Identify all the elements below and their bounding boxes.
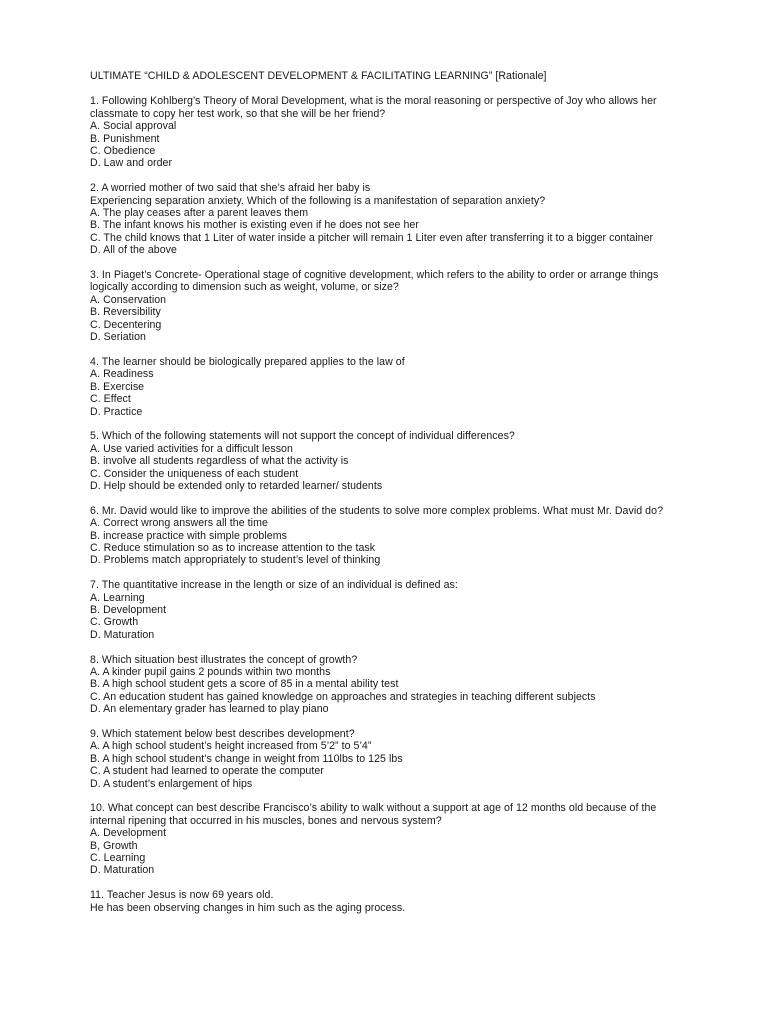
question-text: 4. The learner should be biologically prepared applies to the law of — [90, 355, 405, 368]
answer-option: B. A high school student’s change in weight from 110lbs to 125 lbs — [90, 752, 403, 765]
answer-option: D. A student’s enlargement of hips — [90, 777, 253, 790]
question-text: 1. Following Kohlberg’s Theory of Moral Development, what is the moral reasoning or perspective of Joy who allows her classmate to copy her test work, so that she will be her friend? — [90, 95, 657, 120]
answer-option: A. Correct wrong answers all the time — [90, 517, 268, 530]
answer-option: C. Growth — [90, 616, 139, 629]
answer-option: A. Use varied activities for a difficult lesson — [90, 442, 293, 455]
question-item — [90, 182, 678, 256]
answer-option: D. Maturation — [90, 864, 155, 877]
question-text: 6. Mr. David would like to improve the abilities of the students to solve more complex problems. What must Mr. David do? — [90, 504, 664, 517]
answer-option: C. Effect — [90, 393, 131, 406]
question-item — [90, 802, 678, 876]
question-item — [90, 95, 678, 169]
answer-option: B. A high school student gets a score of 85 in a mental ability test — [90, 678, 399, 691]
answer-option: B. The infant knows his mother is existing even if he does not see her — [90, 219, 419, 232]
question-text: 10. What concept can best describe Francisco’s ability to walk without a support at age of 12 months old because of the internal ripening that occurred in his muscles, bones and nervous system? — [90, 802, 657, 827]
answer-option: A. Development — [90, 827, 167, 840]
question-item — [90, 728, 678, 790]
question-text: 9. Which statement below best describes development? — [90, 728, 355, 740]
answer-option: A. Readiness — [90, 368, 154, 381]
answer-option: B. Reversibility — [90, 306, 161, 319]
answer-option: A. Conservation — [90, 293, 167, 306]
answer-option: D. Help should be extended only to retarded learner/ students — [90, 479, 383, 492]
question-item — [90, 356, 678, 418]
question-text: Experiencing separation anxiety. Which of the following is a manifestation of separation anxiety? — [90, 194, 546, 207]
answer-option: B. Development — [90, 603, 167, 616]
answer-option: D. Maturation — [90, 628, 155, 641]
answer-option: B, Growth — [90, 839, 138, 852]
question-text: 2. A worried mother of two said that she’s afraid her baby is — [90, 182, 371, 195]
answer-option: C. The child knows that 1 Liter of water inside a pitcher will remain 1 Liter even after transferring it to a bigger container — [90, 231, 654, 244]
answer-option: C. A student had learned to operate the computer — [90, 765, 324, 778]
answer-option: D. All of the above — [90, 244, 177, 257]
answer-option: A. A high school student’s height increased from 5’2” to 5’4” — [90, 740, 372, 753]
question-list — [90, 95, 678, 914]
answer-option: C. Reduce stimulation so as to increase attention to the task — [90, 541, 376, 554]
answer-option: A. A kinder pupil gains 2 pounds within two months — [90, 665, 331, 678]
answer-option: D. Law and order — [90, 157, 173, 170]
question-text: 11. Teacher Jesus is now 69 years old. — [90, 889, 274, 902]
question-item — [90, 654, 678, 716]
answer-option: D. Problems match appropriately to student’s level of thinking — [90, 554, 381, 567]
answer-option: B. Exercise — [90, 380, 145, 393]
question-text: 7. The quantitative increase in the length or size of an individual is defined as: — [90, 579, 458, 592]
question-text: 3. In Piaget’s Concrete- Operational stage of cognitive development, which refers to the ability to order or arrange things logically according to dimension such as weight, volume, or size? — [90, 269, 659, 294]
answer-option: B. involve all students regardless of what the activity is — [90, 455, 349, 468]
answer-option: D. Practice — [90, 405, 143, 418]
question-text: He has been observing changes in him such as the aging process. — [90, 901, 406, 914]
question-item — [90, 430, 678, 492]
answer-option: C. Learning — [90, 852, 146, 865]
document-title: ULTIMATE “CHILD & ADOLESCENT DEVELOPMENT & FACILITATING LEARNING” [Rationale] — [90, 70, 547, 82]
answer-option: D. An elementary grader has learned to play piano — [90, 703, 329, 716]
answer-option: B. Punishment — [90, 132, 160, 145]
answer-option: C. Obedience — [90, 145, 156, 158]
answer-option: A. Social approval — [90, 120, 177, 133]
answer-option: C. Consider the uniqueness of each student — [90, 467, 299, 480]
question-text: 8. Which situation best illustrates the concept of growth? — [90, 653, 358, 666]
question-item — [90, 889, 678, 914]
answer-option: C. Decentering — [90, 318, 162, 331]
question-item — [90, 579, 678, 641]
answer-option: A. The play ceases after a parent leaves them — [90, 207, 309, 220]
answer-option: D. Seriation — [90, 331, 146, 344]
question-item — [90, 269, 678, 343]
question-item — [90, 505, 678, 567]
answer-option: C. An education student has gained knowledge on approaches and strategies in teaching different subjects — [90, 690, 596, 703]
answer-option: B. increase practice with simple problems — [90, 529, 287, 542]
answer-option: A. Learning — [90, 591, 145, 604]
question-text: 5. Which of the following statements will not support the concept of individual differences? — [90, 430, 515, 443]
